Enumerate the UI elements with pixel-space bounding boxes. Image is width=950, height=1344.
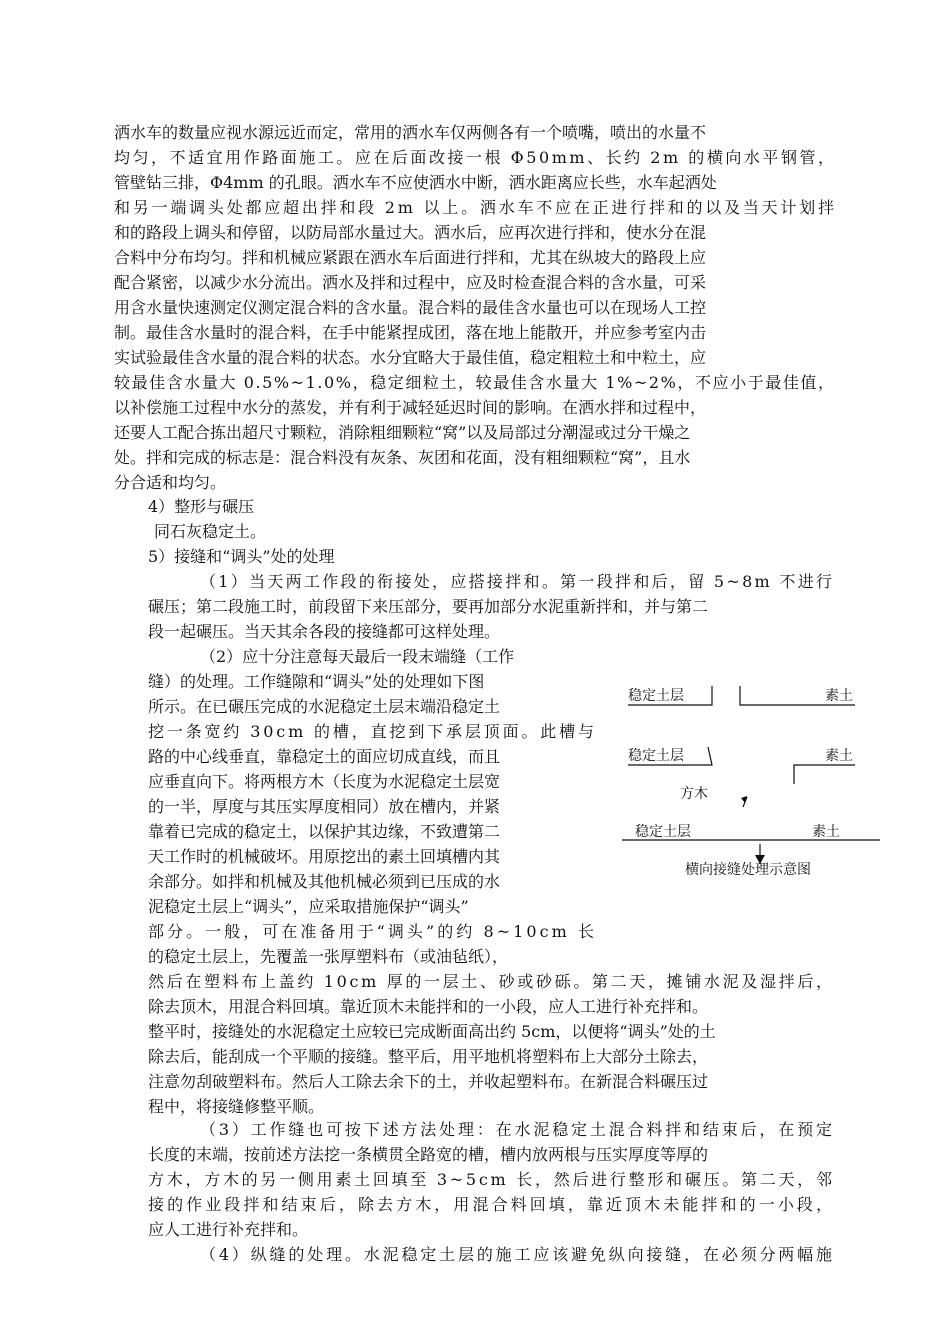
label-timber: 方木 xyxy=(680,786,708,802)
text-line: 余部分。如拌和机械及其他机械必须到已压成的水 xyxy=(148,872,501,891)
text-line: 除去后，能刮成一个平顺的接缝。整平后，用平地机将塑料布上大部分土除去， xyxy=(148,1047,709,1066)
text-line: 制。最佳含水量时的混合料，在手中能紧捏成团，落在地上能散开，并应参考室内击 xyxy=(114,323,707,342)
text-line: 挖一条宽约 30cm 的槽，直挖到下承层顶面。此槽与 xyxy=(148,722,597,741)
text-line: 部分。一般，可在准备用于“调头”的约 8~10cm 长 xyxy=(148,922,598,941)
label-stabilized-layer: 稳定土层 xyxy=(628,748,684,764)
text-line: 和的路段上调头和停留，以防局部水量过大。洒水后，应再次进行拌和，使水分在混 xyxy=(114,223,707,242)
row2-right-line xyxy=(794,765,855,784)
figure-caption: 横向接缝处理示意图 xyxy=(685,862,811,878)
label-stabilized-layer: 稳定土层 xyxy=(628,688,684,704)
text-line: 接的作业段拌和结束后，除去方木，用混合料回填，靠近顶木未能拌和的一小段， xyxy=(148,1195,836,1214)
joint-diagram xyxy=(600,672,880,892)
text-line: （1）当天两工作段的衔接处，应搭接拌和。第一段拌和后，留 5~8m 不进行 xyxy=(200,572,835,591)
text-line: 的稳定土层上，先覆盖一张厚塑料布（或油毡纸）， xyxy=(148,947,509,966)
text-line: 段一起碾压。当天其余各段的接缝都可这样处理。 xyxy=(148,622,501,641)
text-line: 实试验最佳含水量的混合料的状态。水分宜略大于最佳值，稳定粗粒土和中粒土，应 xyxy=(114,348,707,367)
text-line: 天工作时的机械破坏。用原挖出的素土回填槽内其 xyxy=(148,847,501,866)
text-line: 合料中分布均匀。拌和机械应紧跟在洒水车后面进行拌和，尤其在纵坡大的路段上应 xyxy=(114,248,707,267)
text-line: 的一半，厚度与其压实厚度相同）放在槽内，并紧 xyxy=(148,797,501,816)
label-stabilized-layer: 稳定土层 xyxy=(635,824,691,840)
text-line: 处。拌和完成的标志是：混合料没有灰条、灰团和花面，没有粗细颗粒“窝”，且水 xyxy=(114,448,691,467)
text-line: 应人工进行补充拌和。 xyxy=(148,1220,309,1239)
text-line: 用含水量快速测定仪测定混合料的含水量。混合料的最佳含水量也可以在现场人工控 xyxy=(114,298,707,317)
text-line: 除去顶木，用混合料回填。靠近顶木未能拌和的一小段，应人工进行补充拌和。 xyxy=(148,997,709,1016)
text-line: 5）接缝和“调头”处的处理 xyxy=(148,547,335,566)
text-line: 路的中心线垂直，靠稳定土的面应切成直线，而且 xyxy=(148,747,501,766)
text-line: （4）纵缝的处理。水泥稳定土层的施工应该避免纵向接缝，在必须分两幅施 xyxy=(200,1245,835,1264)
text-line: 均匀，不适宜用作路面施工。应在后面改接一根 Φ50mm、长约 2m 的横向水平钢管， xyxy=(114,148,837,167)
text-line: 还要人工配合拣出超尺寸颗粒，消除粗细颗粒“窝”以及局部过分潮湿或过分干燥之 xyxy=(114,423,691,442)
label-plain-soil: 素土 xyxy=(825,688,853,704)
text-line: 靠着已完成的稳定土，以保护其边缘，不致遭第二 xyxy=(148,822,501,841)
text-line: 然后在塑料布上盖约 10cm 厚的一层土、砂或砂砾。第二天，摊铺水泥及湿拌后， xyxy=(148,972,835,991)
text-line: 以补偿施工过程中水分的蒸发，并有利于减轻延迟时间的影响。在洒水拌和过程中， xyxy=(114,398,707,417)
text-line: （3）工作缝也可按下述方法处理：在水泥稳定土混合料拌和结束后，在预定 xyxy=(200,1120,835,1139)
text-line: 所示。在已碾压完成的水泥稳定土层末端沿稳定土 xyxy=(148,697,501,716)
text-line: 配合紧密，以减少水分流出。洒水及拌和过程中，应及时检查混合料的含水量，可采 xyxy=(114,273,707,292)
text-line: 方木，方木的另一侧用素土回填至 3~5cm 长，然后进行整形和碾压。第二天，邻 xyxy=(148,1170,835,1189)
text-line: 程中，将接缝修整平顺。 xyxy=(148,1097,325,1116)
text-line: 注意勿刮破塑料布。然后人工除去余下的土，并收起塑料布。在新混合料碾压过 xyxy=(148,1072,709,1091)
text-line: 应垂直向下。将两根方木（长度为水泥稳定土层宽 xyxy=(148,772,501,791)
text-line: 整平时，接缝处的水泥稳定土应较已完成断面高出约 5cm，以便将“调头”处的土 xyxy=(148,1022,716,1041)
text-line: 4）整形与碾压 xyxy=(148,497,255,516)
text-line: 同石灰稳定土。 xyxy=(154,522,267,541)
text-line: 和另一端调头处都应超出拌和段 2m 以上。洒水车不应在正进行拌和的以及当天计划拌 xyxy=(114,198,837,217)
text-line: 泥稳定土层上“调头”，应采取措施保护“调头” xyxy=(148,897,469,916)
joint-diagram-lines xyxy=(600,672,880,892)
text-line: 分合适和均匀。 xyxy=(114,473,227,492)
text-line: 长度的末端，按前述方法挖一条横贯全路宽的槽，槽内放两根与压实厚度等厚的 xyxy=(148,1145,709,1164)
text-line: 较最佳含水量大 0.5%~1.0%，稳定细粒土，较最佳含水量大 1%~2%，不应小于最佳值， xyxy=(114,373,836,392)
label-plain-soil: 素土 xyxy=(825,748,853,764)
text-line: （2）应十分注意每天最后一段末端缝（工作 xyxy=(200,647,515,666)
text-line: 管壁钻三排，Φ4mm 的孔眼。洒水车不应使洒水中断，洒水距离应长些，水车起洒处 xyxy=(114,173,717,192)
text-line: 洒水车的数量应视水源远近而定，常用的洒水车仅两侧各有一个喷嘴，喷出的水量不 xyxy=(114,123,707,142)
text-line: 碾压；第二段施工时，前段留下来压部分，要再加部分水泥重新拌和，并与第二 xyxy=(148,597,709,616)
text-line: 缝）的处理。工作缝隙和“调头”处的处理如下图 xyxy=(148,672,485,691)
label-plain-soil: 素土 xyxy=(812,824,840,840)
